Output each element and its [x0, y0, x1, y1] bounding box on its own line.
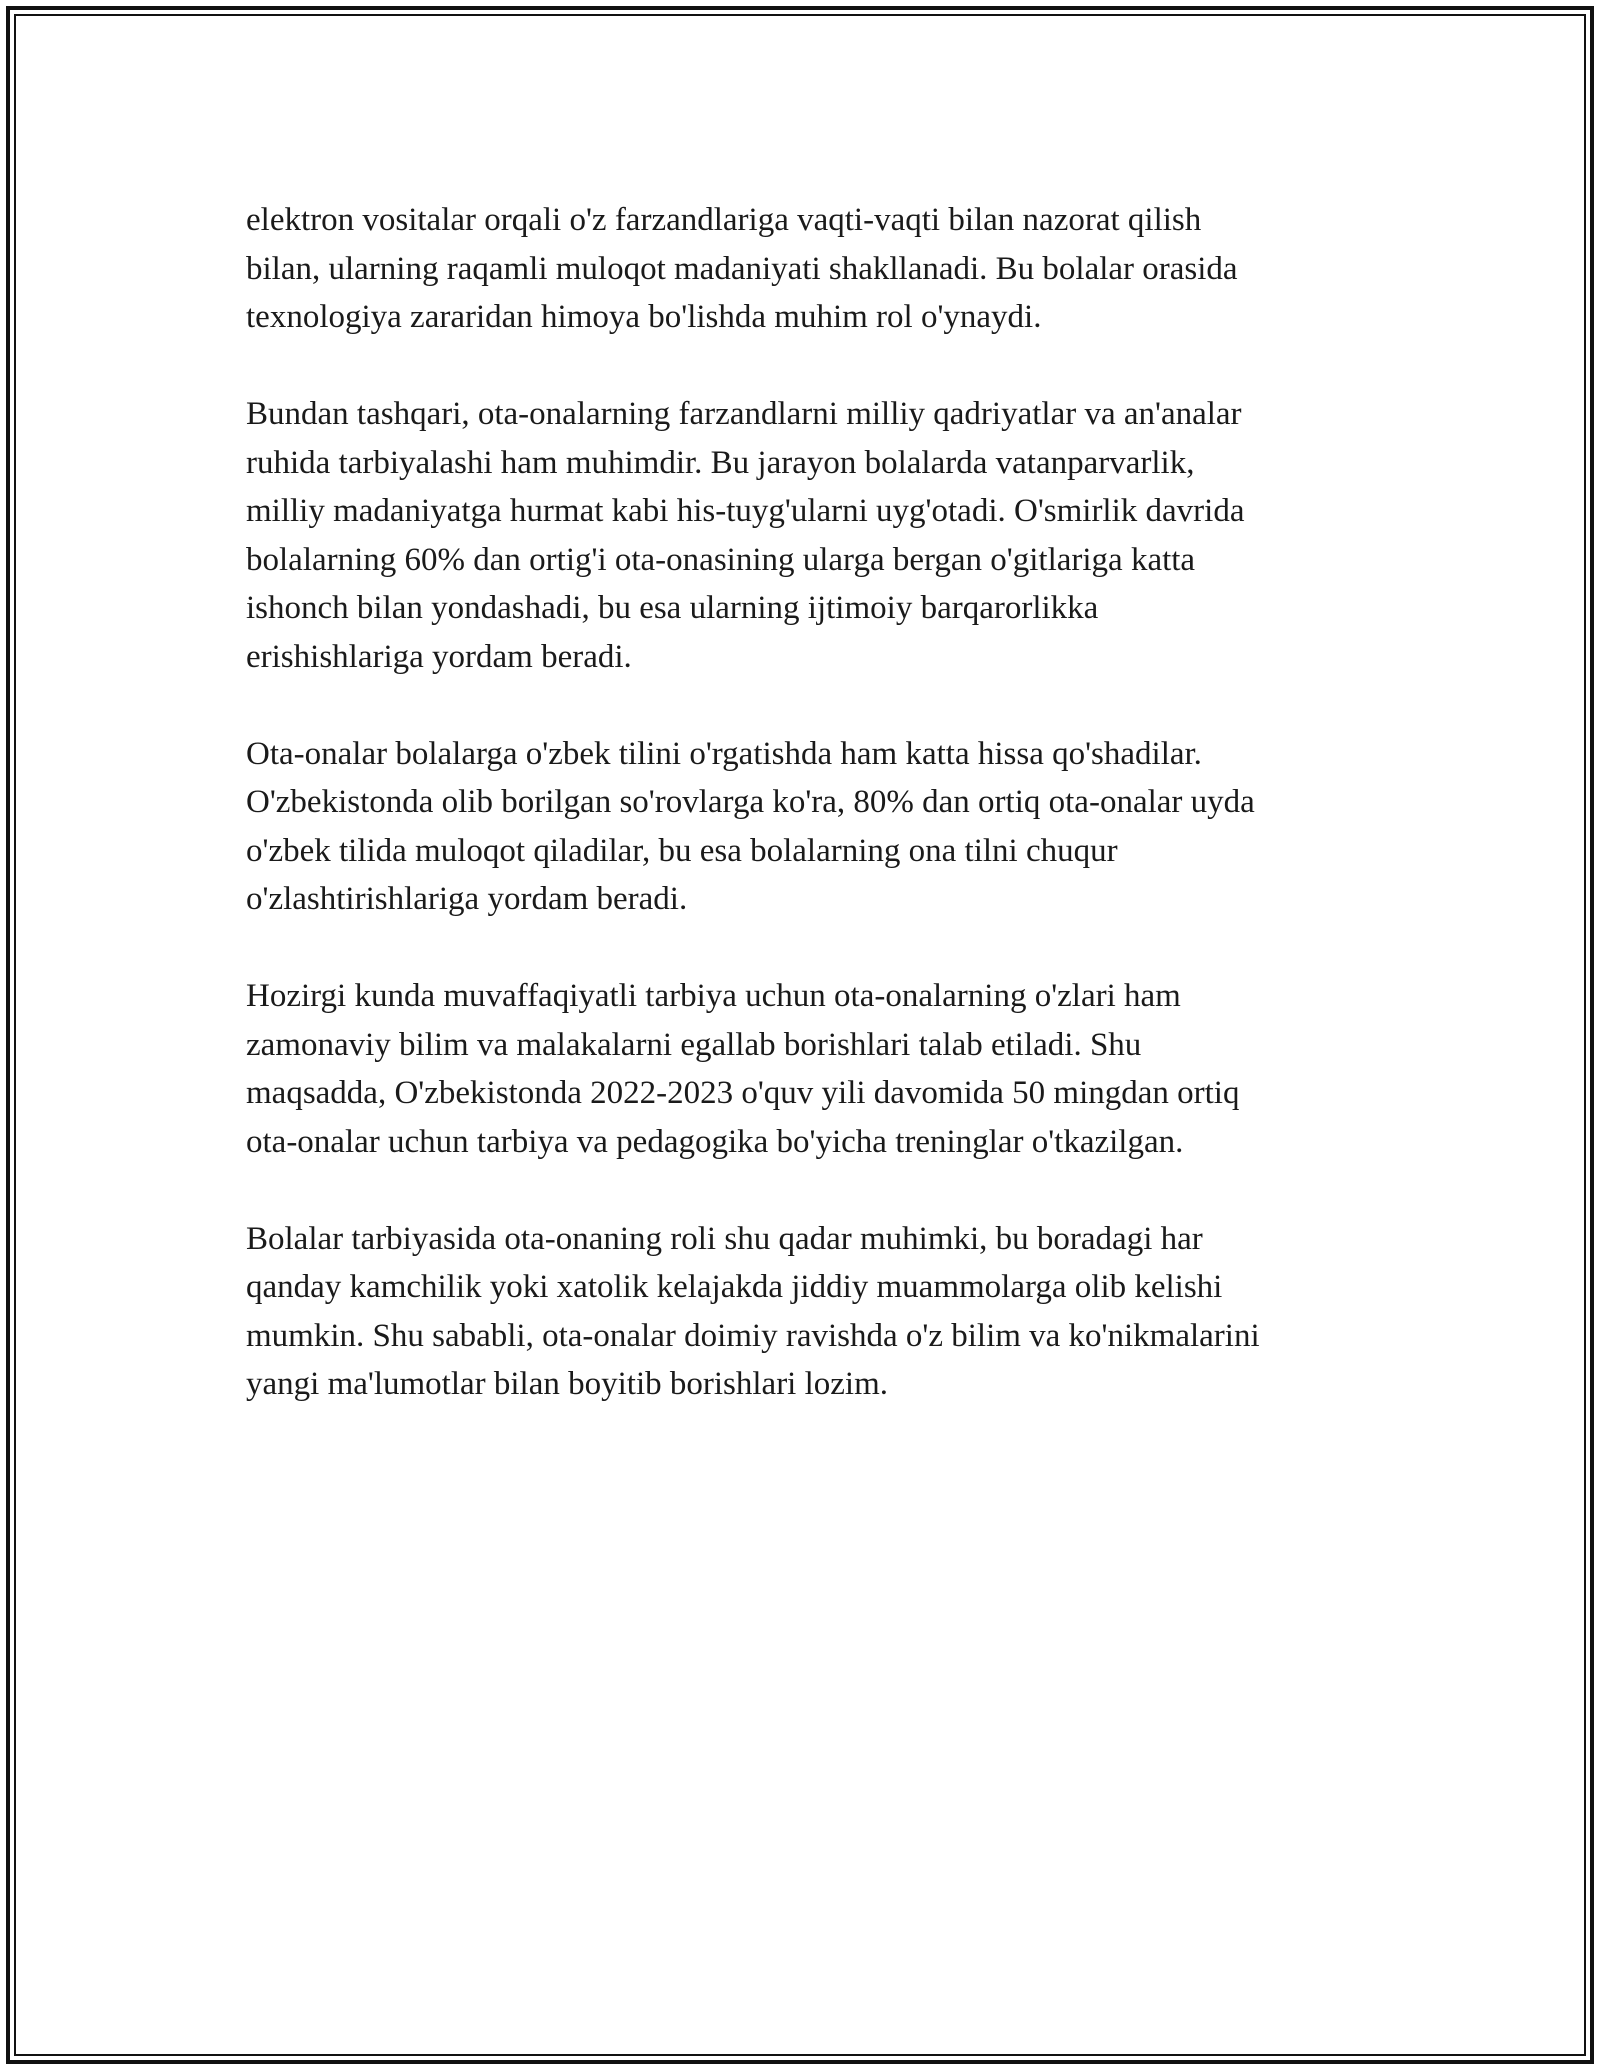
text-line: mumkin. Shu sababli, ota-onalar doimiy ravishda o'z bilim va ko'nikmalarini: [246, 1317, 1260, 1354]
paragraph-3: [246, 730, 1386, 924]
text-line: o'zlashtirishlariga yordam beradi.: [246, 881, 688, 917]
text-line: Hozirgi kunda muvaffaqiyatli tarbiya uchun ota-onalarning o'zlari ham: [246, 978, 1181, 1014]
paragraph-2: [246, 390, 1386, 681]
text-line: Ota-onalar bolalarga o'zbek tilini o'rgatishda ham katta hissa qo'shadilar.: [246, 735, 1202, 772]
text-line: elektron vositalar orqali o'z farzandlariga vaqti-vaqti bilan nazorat qilish: [246, 202, 1202, 238]
text-line: qanday kamchilik yoki xatolik kelajakda jiddiy muammolarga olib kelishi: [246, 1269, 1223, 1305]
text-line: erishishlariga yordam beradi.: [246, 638, 632, 675]
text-line: bilan, ularning raqamli muloqot madaniyati shakllanadi. Bu bolalar orasida: [246, 250, 1238, 287]
text-line: Bolalar tarbiyasida ota-onaning roli shu qadar muhimki, bu boradagi har: [246, 1220, 1203, 1257]
paragraph-4: [246, 972, 1386, 1166]
text-line: texnologiya zararidan himoya bo'lishda muhim rol o'ynaydi.: [246, 299, 1042, 335]
text-line: O'zbekistonda olib borilgan so'rovlarga ko'ra, 80% dan ortiq ota-onalar uyda: [246, 784, 1255, 820]
text-line: yangi ma'lumotlar bilan boyitib borishlari lozim.: [246, 1366, 889, 1402]
text-line: zamonaviy bilim va malakalarni egallab borishlari talab etiladi. Shu: [246, 1026, 1142, 1063]
text-line: bolalarning 60% dan ortig'i ota-onasining ularga bergan o'gitlariga katta: [246, 541, 1196, 578]
text-line: o'zbek tilida muloqot qiladilar, bu esa bolalarning ona tilni chuqur: [246, 832, 1118, 869]
text-line: milliy madaniyatga hurmat kabi his-tuyg'ularni uyg'otadi. O'smirlik davrida: [246, 493, 1245, 529]
document-body: [246, 196, 1386, 1457]
text-line: Bundan tashqari, ota-onalarning farzandlarni milliy qadriyatlar va an'analar: [246, 396, 1242, 432]
text-line: ishonch bilan yondashadi, bu esa ularning ijtimoiy barqarorlikka: [246, 590, 1099, 626]
text-line: ruhida tarbiyalashi ham muhimdir. Bu jarayon bolalarda vatanparvarlik,: [246, 444, 1195, 481]
text-line: maqsadda, O'zbekistonda 2022-2023 o'quv yili davomida 50 mingdan ortiq: [246, 1075, 1240, 1111]
paragraph-5: [246, 1215, 1386, 1409]
text-line: ota-onalar uchun tarbiya va pedagogika bo'yicha treninglar o'tkazilgan.: [246, 1123, 1184, 1160]
page-border: [6, 6, 1594, 2064]
paragraph-1: [246, 196, 1386, 342]
